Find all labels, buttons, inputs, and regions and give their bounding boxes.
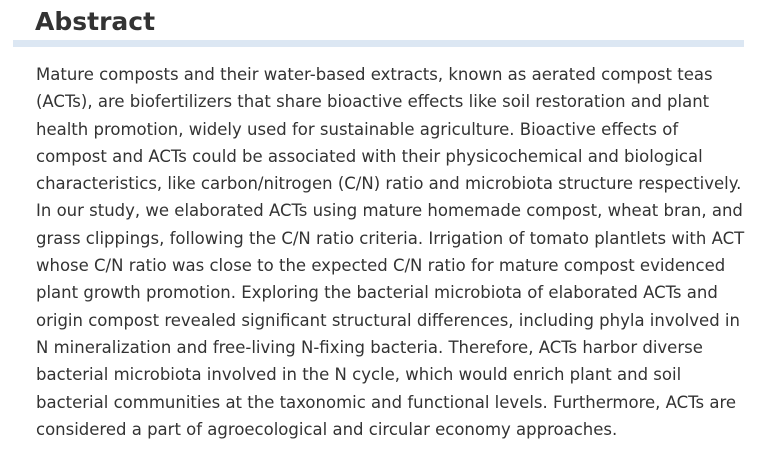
abstract-line: Mature composts and their water-based extracts, known as aerated compost teas xyxy=(36,65,713,84)
abstract-line: bacterial communities at the taxonomic and functional levels. Furthermore, ACTs are xyxy=(36,392,737,412)
abstract-line: considered a part of agroecological and circular economy approaches. xyxy=(36,419,618,439)
abstract-line: origin compost revealed significant structural differences, including phyla involved in xyxy=(36,310,740,330)
heading-divider xyxy=(13,40,744,47)
abstract-line: N mineralization and free-living N-fixing bacteria. Therefore, ACTs harbor diverse xyxy=(36,337,703,357)
abstract-line: bacterial microbiota involved in the N cycle, which would enrich plant and soil xyxy=(36,365,682,385)
abstract-line: whose C/N ratio was close to the expected C/N ratio for mature compost evidenced xyxy=(36,256,726,276)
abstract-line: (ACTs), are biofertilizers that share bioactive effects like soil restoration and plant xyxy=(36,92,710,112)
abstract-line: In our study, we elaborated ACTs using mature homemade compost, wheat bran, and xyxy=(36,201,743,221)
abstract-line: compost and ACTs could be associated with their physicochemical and biological xyxy=(36,146,703,166)
abstract-line: plant growth promotion. Exploring the bacterial microbiota of elaborated ACTs and xyxy=(36,283,718,303)
abstract-line: characteristics, like carbon/nitrogen (C/N) ratio and microbiota structure respectively. xyxy=(36,174,742,194)
abstract-body xyxy=(36,61,744,443)
abstract-heading: Abstract xyxy=(35,7,156,36)
abstract-line: grass clippings, following the C/N ratio criteria. Irrigation of tomato plantlets with ACT xyxy=(36,228,745,248)
abstract-line: health promotion, widely used for sustainable agriculture. Bioactive effects of xyxy=(36,119,679,139)
